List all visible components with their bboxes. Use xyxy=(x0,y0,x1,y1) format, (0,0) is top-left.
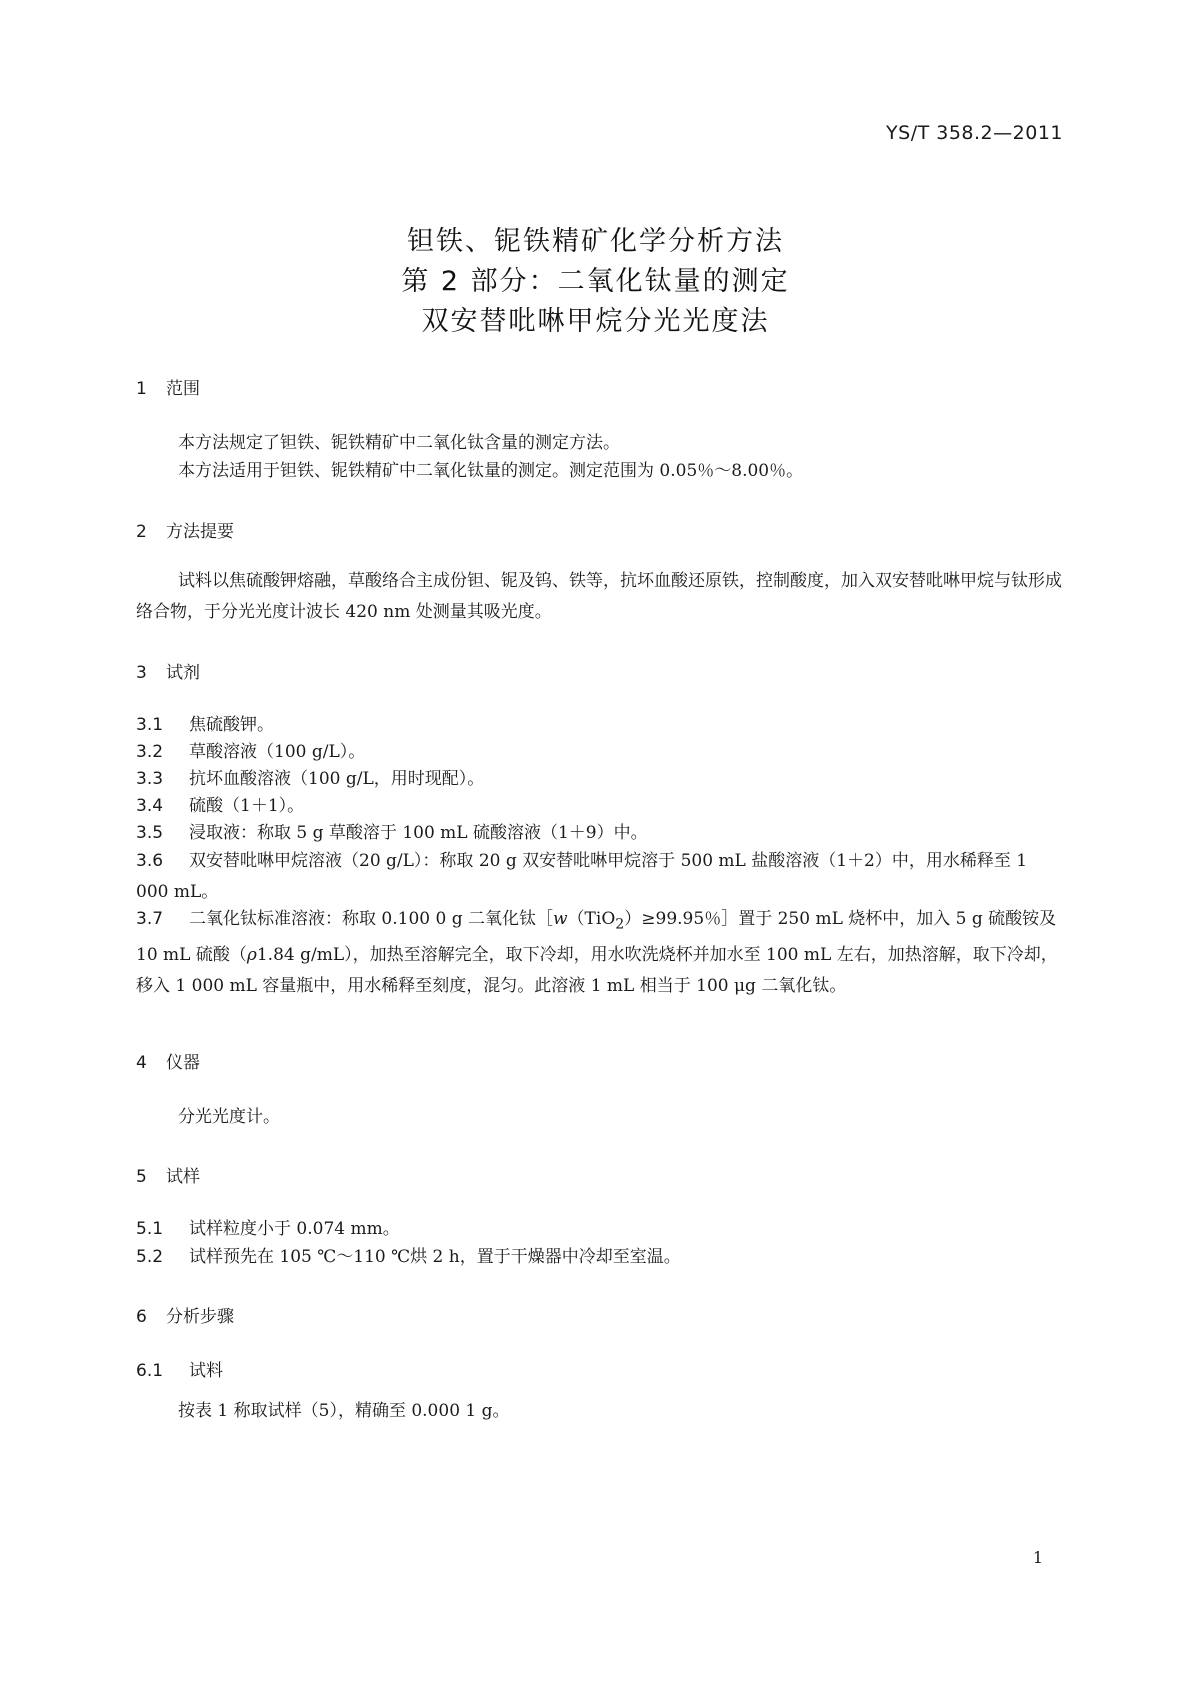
paragraph: 试料以焦硫酸钾熔融，草酸络合主成份钽、铌及钨、铁等，抗坏血酸还原铁，控制酸度，加入双安替吡啉甲烷与钛形成络合物，于分光光度计波长 420 nm 处测量其吸光度。 xyxy=(136,571,1062,622)
list-item xyxy=(136,1242,1064,1273)
paragraph: 分光光度计。 xyxy=(178,1107,280,1127)
clause-number: 3.3 xyxy=(136,769,164,789)
section-number: 4 xyxy=(136,1053,147,1073)
section-1-heading xyxy=(136,374,200,399)
clause-number: 3.6 xyxy=(136,851,164,871)
section-title: 试样 xyxy=(166,1167,200,1187)
section-title: 试剂 xyxy=(166,663,200,683)
section-number: 3 xyxy=(136,663,147,683)
clause-text: 抗坏血酸溶液（100 g/L，用时现配）。 xyxy=(189,769,485,789)
section-number: 2 xyxy=(136,522,147,542)
subscript: 2 xyxy=(615,916,625,933)
document-title xyxy=(0,222,1191,342)
symbol-w: w xyxy=(552,909,568,929)
clause-number: 5.2 xyxy=(136,1247,164,1267)
clause-text: 双安替吡啉甲烷溶液（20 g/L）：称取 20 g 双安替吡啉甲烷溶于 500 mL 盐酸溶液（1＋2）中，用水稀释至 1 000 mL。 xyxy=(136,851,1028,902)
paragraph: 本方法适用于钽铁、铌铁精矿中二氧化钛量的测定。测定范围为 0.05％～8.00％。 xyxy=(178,461,804,481)
clause-number: 3.4 xyxy=(136,796,164,816)
list-item: 3.7 二氧化钛标准溶液：称取 0.100 0 g 二氧化钛［w（TiO$_2$）≥99.95％］置于 250 mL 烧杯中，加入 5 g 硫酸铵及 10 mL 硫酸（ρ1.84 g/mL），加热至溶解完全，取下冷却，用水吹洗烧杯并加水至 100 mL 左右，加热溶解，取下冷却，移入 1 000 mL 容量瓶中，用水稀释至刻度，混匀。此溶液 1 mL 相当于 100 μg 二氧化钛。 xyxy=(136,904,1064,1002)
title-line-2: 第 2 部分：二氧化钛量的测定 xyxy=(401,266,790,297)
clause-number: 3.7 xyxy=(136,909,164,929)
subsection-6-1-heading xyxy=(136,1356,223,1381)
section-title: 分析步骤 xyxy=(166,1307,234,1327)
section-number: 6.1 xyxy=(136,1361,164,1381)
section-6-heading xyxy=(136,1302,234,1327)
title-line-1: 钽铁、铌铁精矿化学分析方法 xyxy=(407,226,784,257)
section-3-heading xyxy=(136,658,200,683)
section-title: 方法提要 xyxy=(166,522,234,542)
clause-number: 3.2 xyxy=(136,742,164,762)
list-item xyxy=(136,818,1064,849)
clause-number: 5.1 xyxy=(136,1219,164,1239)
standard-code: YS/T 358.2—2011 xyxy=(886,122,1063,144)
symbol-rho: ρ xyxy=(246,945,257,966)
section-5-heading xyxy=(136,1162,200,1187)
clause-number: 3.1 xyxy=(136,715,164,735)
section-title: 仪器 xyxy=(166,1053,200,1073)
list-item xyxy=(136,1214,1064,1245)
paragraph: 本方法规定了钽铁、铌铁精矿中二氧化钛含量的测定方法。 xyxy=(178,433,620,453)
paragraph: 按表 1 称取试样（5），精确至 0.000 1 g。 xyxy=(178,1401,510,1421)
clause-number: 3.5 xyxy=(136,823,164,843)
page-number: 1 xyxy=(1032,1548,1043,1567)
section-title: 范围 xyxy=(166,379,200,399)
section-title: 试料 xyxy=(189,1361,223,1381)
clause-text: 试样粒度小于 0.074 mm。 xyxy=(189,1219,400,1239)
clause-text: 焦硫酸钾。 xyxy=(189,715,274,735)
section-2-heading xyxy=(136,517,234,542)
clause-text: 草酸溶液（100 g/L）。 xyxy=(189,742,366,762)
section-number: 6 xyxy=(136,1307,147,1327)
section-4-heading xyxy=(136,1048,200,1073)
section-number: 1 xyxy=(136,379,147,399)
clause-text: 二氧化钛标准溶液：称取 0.100 0 g 二氧化钛［ xyxy=(189,909,553,929)
clause-text: 试样预先在 105 ℃～110 ℃烘 2 h，置于干燥器中冷却至室温。 xyxy=(189,1247,681,1267)
title-line-3: 双安替吡啉甲烷分光光度法 xyxy=(421,306,770,337)
list-item xyxy=(136,846,1064,908)
clause-text: 硫酸（1＋1）。 xyxy=(189,796,305,816)
clause-text: 浸取液：称取 5 g 草酸溶于 100 mL 硫酸溶液（1＋9）中。 xyxy=(189,823,648,843)
section-number: 5 xyxy=(136,1167,147,1187)
